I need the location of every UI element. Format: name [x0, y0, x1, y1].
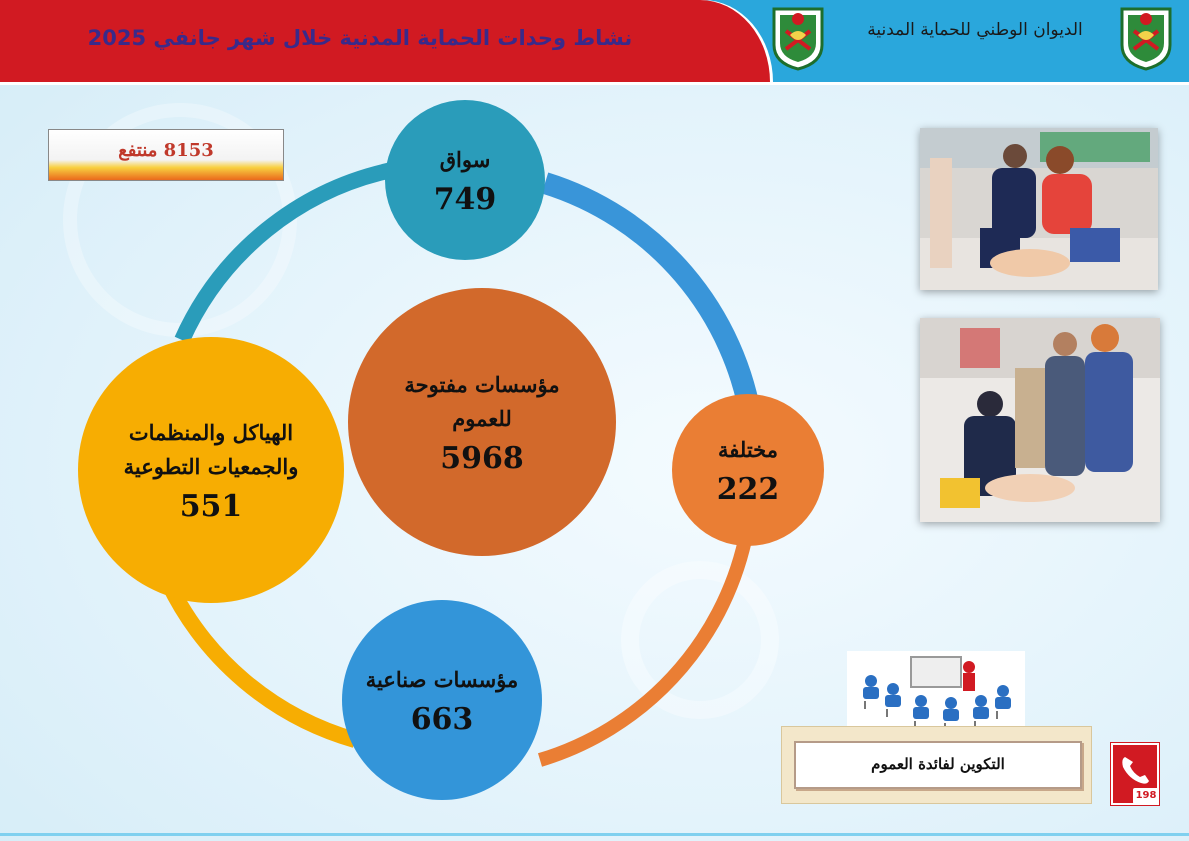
drivers-value: 749 [433, 182, 497, 218]
circle-public-institutions [348, 288, 616, 556]
circle-industrial-institutions [342, 600, 542, 800]
training-clipart [847, 651, 1025, 735]
training-caption: التكوين لفائدة العموم [871, 755, 1005, 773]
drivers-label: سواق [439, 146, 491, 172]
public-label-line2: للعموم [452, 405, 512, 431]
training-photo-demonstration [920, 318, 1160, 522]
total-beneficiaries: 8153 منتفع [118, 140, 214, 161]
orgs-label-line2: والجمعيات التطوعية [123, 453, 299, 479]
orgs-label-line1: الهياكل والمنظمات [128, 419, 294, 445]
misc-value: 222 [716, 472, 780, 508]
phone-icon [1115, 749, 1159, 789]
public-value: 5968 [440, 441, 524, 477]
ring-arc-orange [540, 540, 745, 760]
public-label-line1: مؤسسات مفتوحة [404, 371, 560, 397]
footer-divider [0, 833, 1189, 836]
circle-drivers [385, 100, 545, 260]
misc-label: مختلفة [718, 436, 778, 462]
ring-arc-teal [182, 170, 392, 340]
industrial-value: 663 [410, 702, 474, 738]
hotline-number: 198 [1133, 788, 1159, 804]
training-photo-cpr [920, 128, 1158, 290]
page-title: نشاط وحدات الحماية المدنية خلال شهر جانفي 2025 [87, 26, 633, 50]
ring-arc-yellow [168, 582, 355, 740]
industrial-label: مؤسسات صناعية [365, 666, 519, 692]
circle-miscellaneous [672, 394, 824, 546]
circle-organizations [78, 337, 344, 603]
training-clipart-icon [847, 651, 1025, 735]
orgs-value: 551 [179, 489, 243, 525]
hotline-badge [1111, 743, 1159, 805]
organization-name: الديوان الوطني للحماية المدنية [867, 20, 1083, 40]
training-caption-frame [794, 741, 1082, 789]
training-caption-box [781, 726, 1092, 804]
